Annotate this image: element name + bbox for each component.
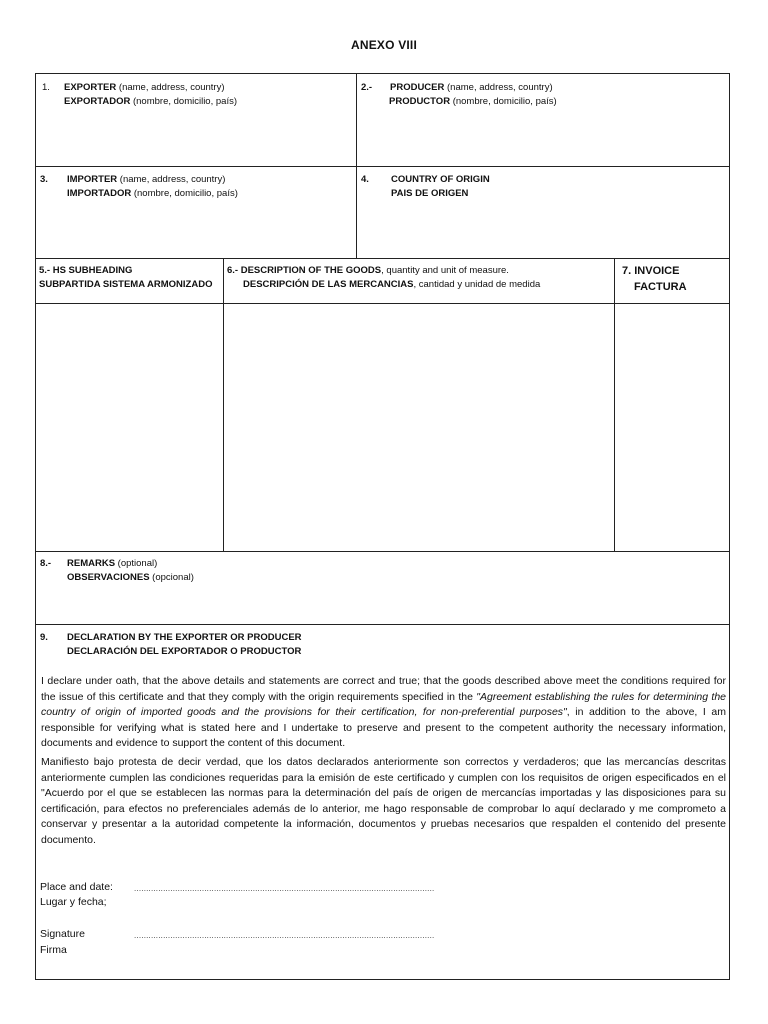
remarks-field[interactable] (38, 587, 727, 622)
box1-number: 1. (42, 82, 50, 93)
place-date-label-en: Place and date: (40, 881, 113, 893)
divider-row1 (36, 166, 729, 167)
box4-label-en: COUNTRY OF ORIGIN (391, 174, 490, 185)
box7-label-es: FACTURA (634, 281, 687, 293)
box8-label-en: REMARKS (optional) (67, 558, 158, 569)
box9-label-en: DECLARATION BY THE EXPORTER OR PRODUCER (67, 632, 302, 643)
exporter-field[interactable] (38, 112, 354, 164)
box2-number: 2.- (361, 82, 373, 93)
box5-label-es: SUBPARTIDA SISTEMA ARMONIZADO (39, 279, 213, 290)
box3-label-es: IMPORTADOR (nombre, domicilio, país) (67, 188, 238, 199)
box2-label-es: PRODUCTOR (nombre, domicilio, país) (389, 96, 557, 107)
invoice-field[interactable] (617, 305, 727, 549)
declaration-paragraph-es: Manifiesto bajo protesta de decir verdad, que los datos declarados anteriormente son correctos y verdaderos; que las mercancías descritas anteriormente cumplen las condiciones requeridas para la emisión de este certificado y cumplen con los requisitos de origen especificados en el "Acuerdo por el que se establecen las normas para la determinación del país de origen de mercancías importadas y las disposiciones para su certificación, para efectos no preferenciales además de lo anterior, me hago responsable de comprobar lo aquí declarado y me comprometo a conservar y presentar a la autoridad competente la información, documentos y pruebas necesarios que respalden el contenido del presente documento. (41, 756, 726, 846)
divider-remarks (36, 551, 729, 552)
goods-description-field[interactable] (226, 305, 612, 549)
box8-label-es: OBSERVACIONES (opcional) (67, 572, 194, 583)
signature-label-es: Firma (40, 944, 67, 956)
country-of-origin-field[interactable] (359, 204, 727, 256)
divider-declaration (36, 624, 729, 625)
importer-field[interactable] (38, 204, 354, 256)
box8-number: 8.- (40, 558, 52, 569)
box3-number: 3. (40, 174, 48, 185)
divider-row2 (36, 258, 729, 259)
signature-label-en: Signature (40, 928, 85, 940)
box3-label-en: IMPORTER (name, address, country) (67, 174, 226, 185)
box4-number: 4. (361, 174, 369, 185)
place-date-line[interactable]: ............................................................................................................................ (134, 884, 435, 893)
hs-subheading-field[interactable] (38, 305, 221, 549)
divider-col-invoice (614, 258, 615, 551)
place-date-label-es: Lugar y fecha; (40, 896, 107, 908)
divider-col-hs (223, 258, 224, 551)
box9-label-es: DECLARACIÓN DEL EXPORTADOR O PRODUCTOR (67, 646, 302, 657)
producer-field[interactable] (359, 112, 727, 164)
declaration-paragraph-en: I declare under oath, that the above details and statements are correct and true; that the goods described above meet the conditions required for the issue of this certificate and that they comply with the origin requirements specified in the "Agreement establishing the rules for determining the country of origin of imported goods and the provisions for their certification, for non-preferential purposes", in addition to the above, I am responsible for verifying what is stated here and I undertake to preserve and present to the competent authority the necessary information, documents and evidence to support the content of this document. (41, 675, 726, 749)
box7-label-en: 7. INVOICE (622, 265, 680, 277)
box6-label-es: DESCRIPCIÓN DE LAS MERCANCIAS, cantidad y unidad de medida (243, 279, 541, 290)
box9-number: 9. (40, 632, 48, 643)
box2-label-en: PRODUCER (name, address, country) (390, 82, 553, 93)
divider-col-top (356, 74, 357, 258)
divider-goods-header (36, 303, 729, 304)
page-title: ANEXO VIII (350, 38, 417, 52)
box6-label-en: 6.- DESCRIPTION OF THE GOODS, quantity and unit of measure. (227, 265, 509, 276)
box4-label-es: PAIS DE ORIGEN (391, 188, 469, 199)
box1-label-es: EXPORTADOR (nombre, domicilio, país) (64, 96, 237, 107)
box5-label-en: 5.- HS SUBHEADING (39, 265, 133, 276)
signature-line[interactable]: ............................................................................................................................ (134, 931, 435, 940)
certificate-form (35, 73, 730, 980)
box1-label-en: EXPORTER (name, address, country) (64, 82, 225, 93)
